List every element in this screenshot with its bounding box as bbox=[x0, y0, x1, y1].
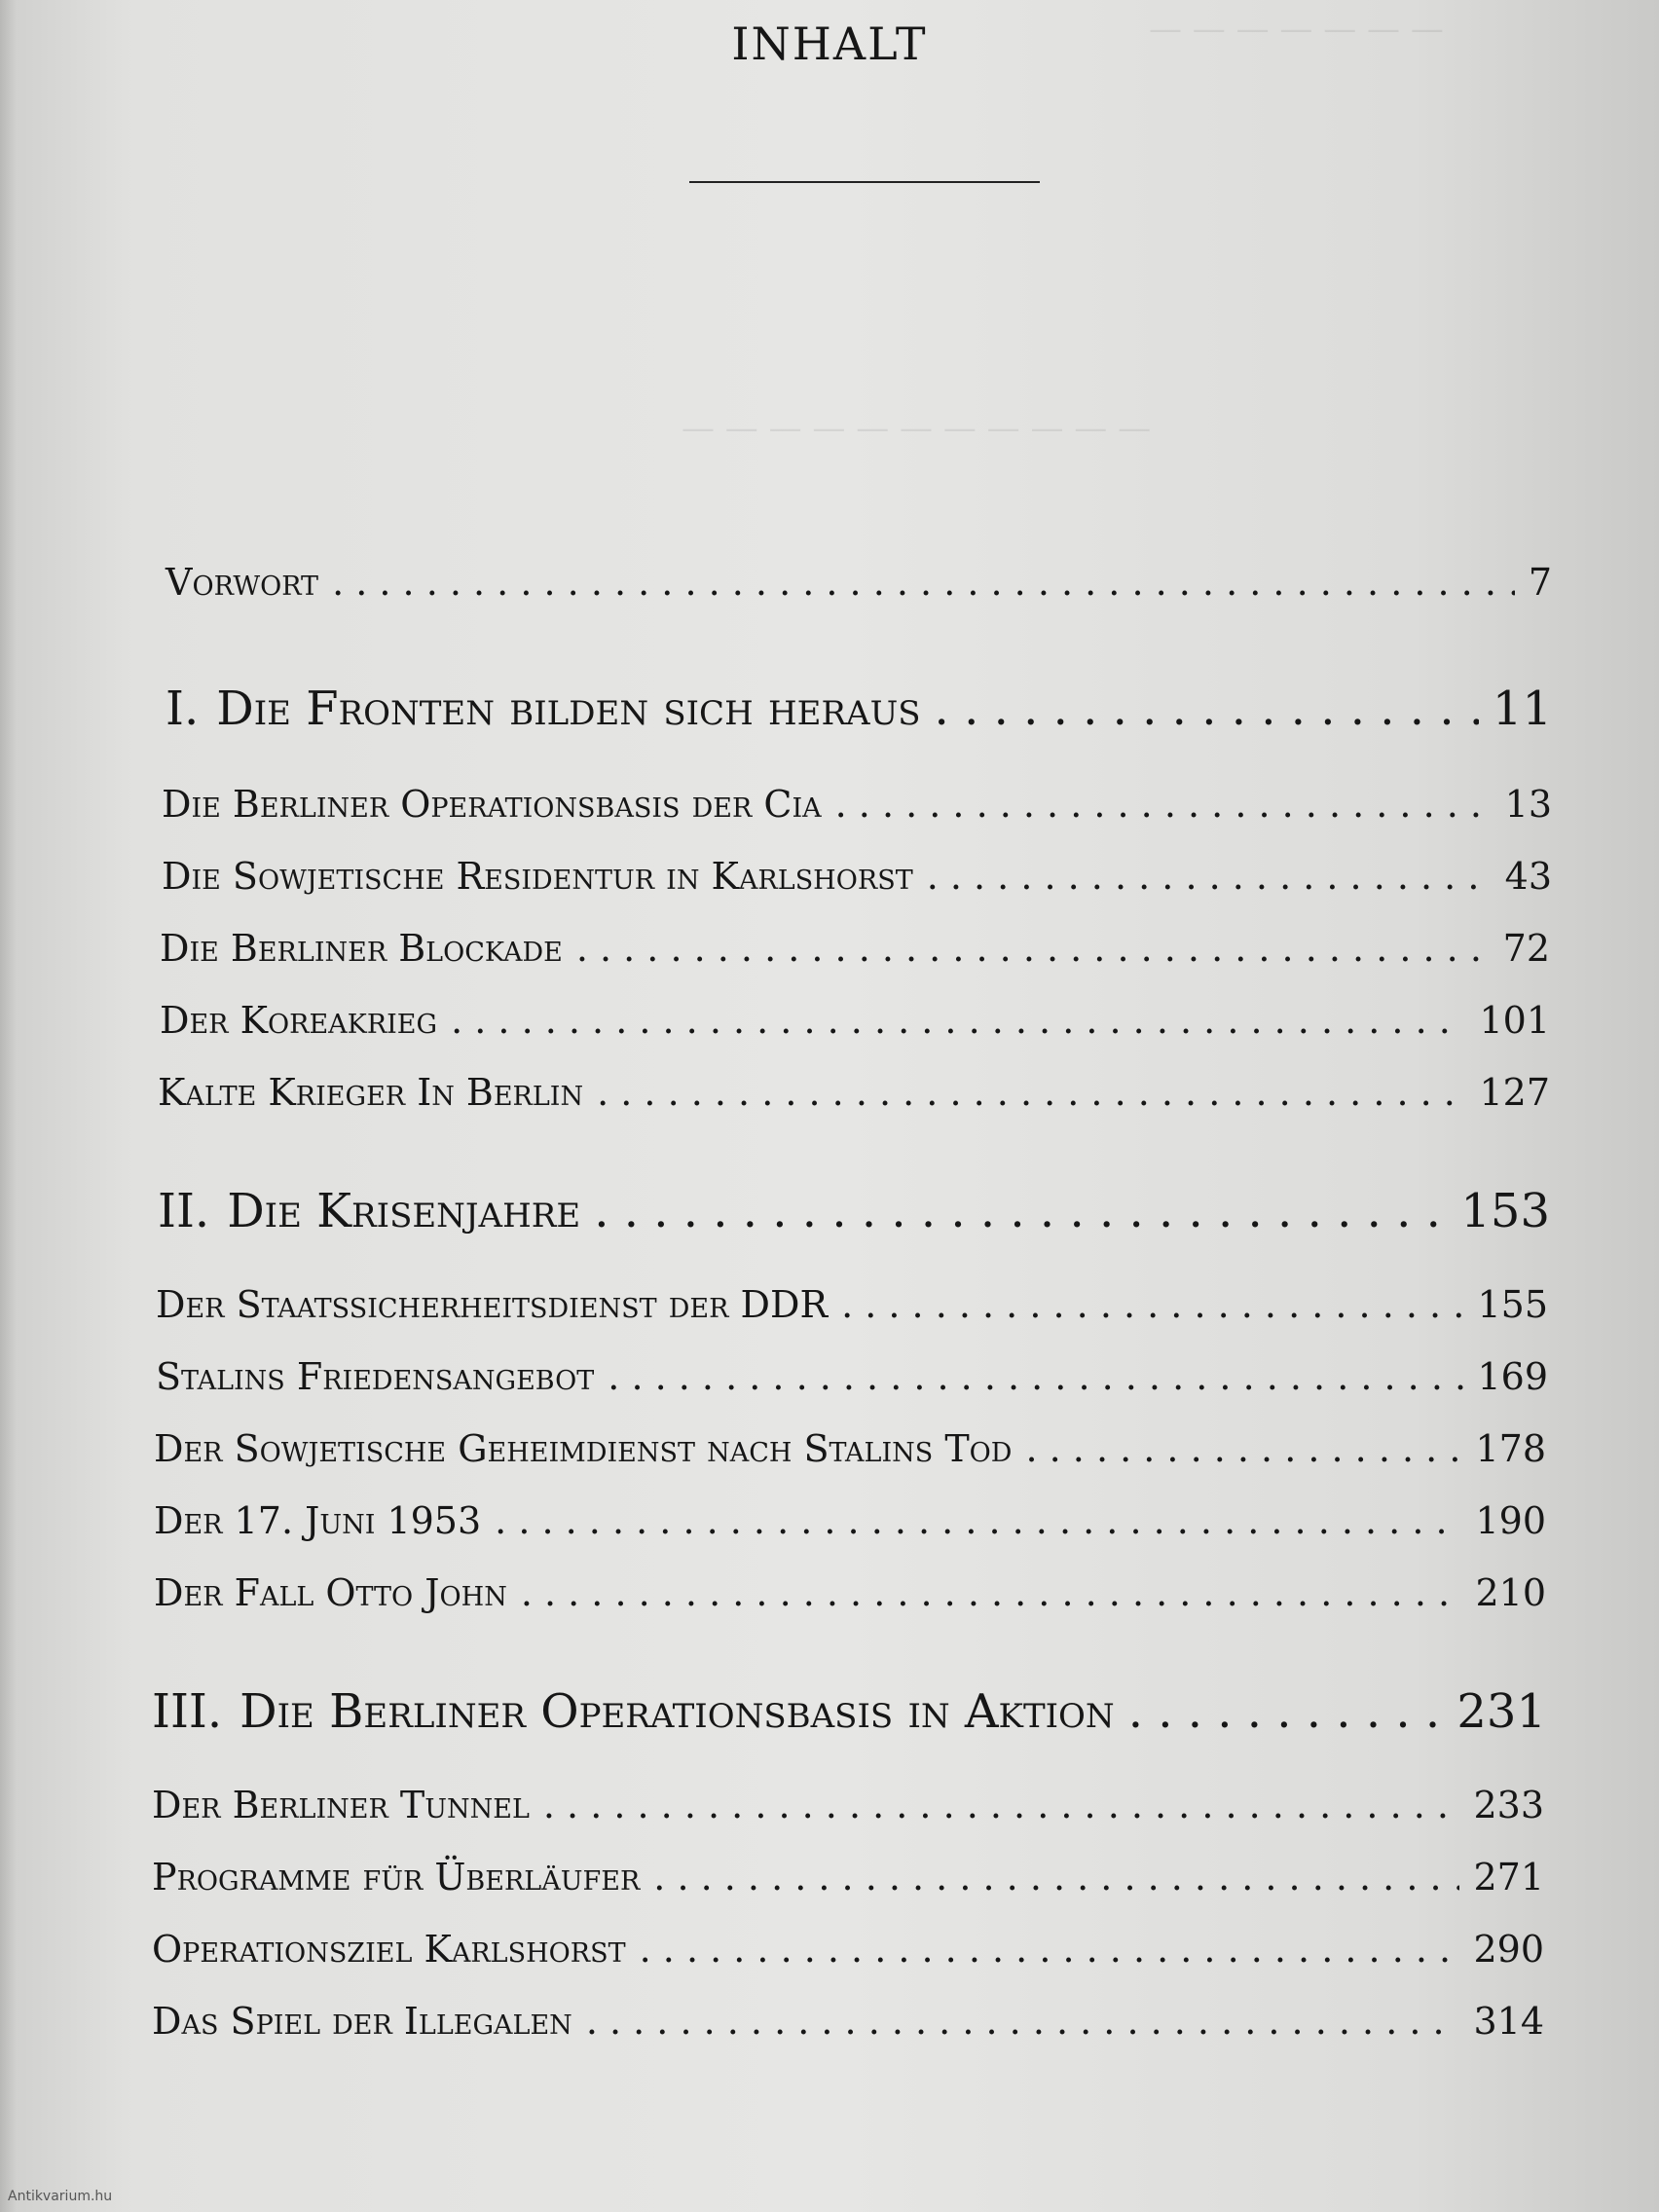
toc-entry-page: 13 bbox=[1504, 783, 1552, 826]
toc-entry-page: 72 bbox=[1502, 927, 1550, 970]
toc-entry-page: 233 bbox=[1473, 1784, 1544, 1826]
toc-entry-title: Das Spiel der Illegalen bbox=[152, 2000, 572, 2043]
toc-entry-page: 314 bbox=[1473, 2000, 1544, 2043]
dot-leader bbox=[594, 1184, 1447, 1238]
toc-entry bbox=[158, 1071, 1550, 1114]
part-number: III. bbox=[152, 1684, 223, 1739]
dot-leader bbox=[1128, 1684, 1444, 1739]
dot-leader bbox=[927, 855, 1492, 898]
dot-leader bbox=[653, 1856, 1459, 1899]
toc-entry bbox=[154, 1427, 1546, 1470]
dot-leader bbox=[451, 999, 1465, 1042]
toc-entry-title: Die Berliner Blockade bbox=[160, 927, 563, 970]
dot-leader bbox=[835, 783, 1492, 826]
toc-entry-title: Der Koreakrieg bbox=[160, 999, 438, 1042]
part-page: 153 bbox=[1460, 1184, 1550, 1238]
toc-entry bbox=[160, 999, 1550, 1042]
dot-leader bbox=[543, 1784, 1460, 1826]
part-number: II. bbox=[158, 1184, 210, 1238]
toc-entry bbox=[152, 1856, 1544, 1899]
toc-entry-page: 271 bbox=[1473, 1856, 1544, 1899]
dot-leader bbox=[935, 682, 1479, 736]
toc-entry-page: 155 bbox=[1477, 1283, 1548, 1326]
toc-entry-title: Die Sowjetische Residentur in Karlshorst bbox=[162, 855, 913, 898]
show-through-text: — — — — — — — — — — — bbox=[682, 409, 1152, 448]
toc-entry-page: 127 bbox=[1479, 1071, 1550, 1114]
dot-leader bbox=[586, 2000, 1460, 2043]
toc-entry-title: Der Fall Otto John bbox=[154, 1571, 507, 1614]
part-title: Die Fronten bilden sich heraus bbox=[216, 682, 921, 736]
toc-entry-title: Der Berliner Tunnel bbox=[152, 1784, 530, 1826]
dot-leader bbox=[576, 927, 1490, 970]
show-through-text: — — — — — — — bbox=[1149, 10, 1444, 49]
toc-entry bbox=[152, 1784, 1544, 1826]
toc-entry bbox=[160, 927, 1550, 970]
toc-entry bbox=[154, 1571, 1546, 1614]
toc-entry bbox=[162, 855, 1552, 898]
toc-part-3 bbox=[152, 1684, 1546, 1739]
part-title: Die Berliner Operationsbasis in Aktion bbox=[240, 1684, 1115, 1739]
dot-leader bbox=[1025, 1427, 1461, 1470]
dot-leader bbox=[521, 1571, 1462, 1614]
toc-entry-page: 178 bbox=[1475, 1427, 1546, 1470]
toc-part-2 bbox=[158, 1184, 1550, 1238]
toc-entry-title: Der Staatssicherheitsdienst der DDR bbox=[156, 1283, 829, 1326]
toc-entry bbox=[162, 783, 1552, 826]
watermark: Antikvarium.hu bbox=[8, 2189, 113, 2204]
toc-entry-title: Der Sowjetische Geheimdienst nach Stalins Tod bbox=[154, 1427, 1013, 1470]
dot-leader bbox=[332, 561, 1515, 604]
dot-leader bbox=[640, 1928, 1460, 1971]
part-page: 11 bbox=[1492, 682, 1552, 736]
toc-entry-page: 210 bbox=[1475, 1571, 1546, 1614]
toc-entry-vorwort bbox=[166, 561, 1552, 604]
toc-entry bbox=[152, 1928, 1544, 1971]
toc-entry-title: Kalte Krieger In Berlin bbox=[158, 1071, 584, 1114]
page-edge bbox=[0, 0, 18, 2212]
part-title: Die Krisenjahre bbox=[227, 1184, 581, 1238]
dot-leader bbox=[841, 1283, 1463, 1326]
toc-entry bbox=[156, 1355, 1548, 1398]
page-title: INHALT bbox=[731, 18, 928, 70]
toc-entry-page: 7 bbox=[1528, 561, 1552, 604]
toc-entry-title: Die Berliner Operationsbasis der Cia bbox=[162, 783, 822, 826]
toc-entry-page: 190 bbox=[1475, 1499, 1546, 1542]
toc-entry-page: 169 bbox=[1477, 1355, 1548, 1398]
toc-part-1 bbox=[166, 682, 1552, 736]
toc-entry bbox=[156, 1283, 1548, 1326]
toc-entry bbox=[154, 1499, 1546, 1542]
toc-entry-title: Vorwort bbox=[166, 561, 319, 604]
toc-entry-page: 43 bbox=[1504, 855, 1552, 898]
toc-entry-title: Programme für Überläufer bbox=[152, 1856, 641, 1899]
part-page: 231 bbox=[1456, 1684, 1546, 1739]
title-rule bbox=[689, 181, 1040, 183]
dot-leader bbox=[495, 1499, 1461, 1542]
toc-entry-title: Der 17. Juni 1953 bbox=[154, 1499, 482, 1542]
toc-entry-page: 290 bbox=[1473, 1928, 1544, 1971]
toc-entry-title: Stalins Friedensangebot bbox=[156, 1355, 595, 1398]
dot-leader bbox=[608, 1355, 1463, 1398]
dot-leader bbox=[597, 1071, 1465, 1114]
toc-entry-page: 101 bbox=[1479, 999, 1550, 1042]
toc-entry bbox=[152, 2000, 1544, 2043]
part-number: I. bbox=[166, 682, 200, 736]
toc-entry-title: Operationsziel Karlshorst bbox=[152, 1928, 626, 1971]
